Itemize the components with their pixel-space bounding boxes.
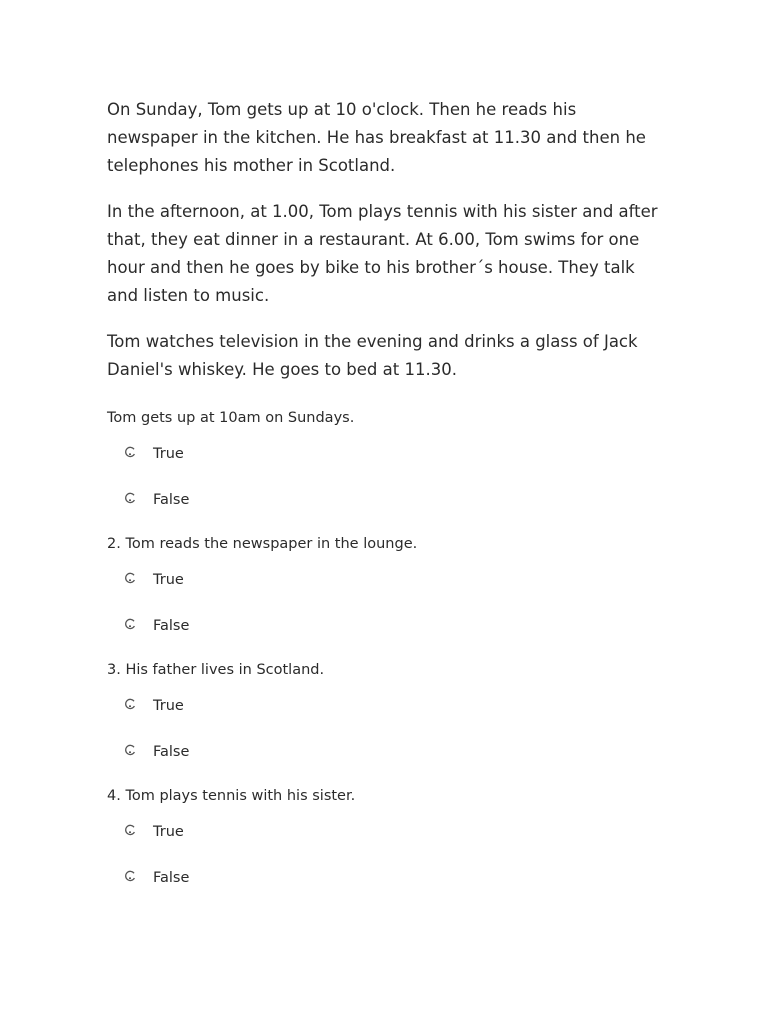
question-3 <box>107 660 707 780</box>
option-false[interactable] <box>107 860 707 906</box>
answer-options <box>107 688 707 780</box>
option-label: True <box>153 824 184 840</box>
question-text: 4. Tom plays tennis with his sister. <box>107 788 356 804</box>
radio-button-icon[interactable] <box>124 572 136 584</box>
question-1 <box>107 408 707 528</box>
radio-button-icon[interactable] <box>124 824 136 836</box>
radio-button-icon[interactable] <box>124 446 136 458</box>
question-4 <box>107 786 707 906</box>
option-true[interactable] <box>107 562 707 608</box>
passage-paragraph-2: In the afternoon, at 1.00, Tom plays tennis with his sister and after that, they eat dinner in a restaurant. At 6.00, Tom swims for one hour and then he goes by bike to his brother´s house. They talk and listen to music. <box>107 202 658 305</box>
option-false[interactable] <box>107 482 707 528</box>
answer-options <box>107 436 707 528</box>
option-true[interactable] <box>107 814 707 860</box>
answer-options <box>107 562 707 654</box>
passage-paragraph-1: On Sunday, Tom gets up at 10 o'clock. Then he reads his newspaper in the kitchen. He has breakfast at 11.30 and then he telephones his mother in Scotland. <box>107 100 646 175</box>
option-label: False <box>153 492 190 508</box>
option-label: True <box>153 572 184 588</box>
radio-button-icon[interactable] <box>124 698 136 710</box>
option-label: True <box>153 446 184 462</box>
question-text: 3. His father lives in Scotland. <box>107 662 325 678</box>
radio-button-icon[interactable] <box>124 492 136 504</box>
passage-paragraph-3: Tom watches television in the evening and drinks a glass of Jack Daniel's whiskey. He goes to bed at 11.30. <box>107 332 638 379</box>
question-2 <box>107 534 707 654</box>
option-false[interactable] <box>107 608 707 654</box>
option-label: False <box>153 870 190 886</box>
question-text: 2. Tom reads the newspaper in the lounge. <box>107 536 418 552</box>
option-label: True <box>153 698 184 714</box>
answer-options <box>107 814 707 906</box>
option-label: False <box>153 618 190 634</box>
option-label: False <box>153 744 190 760</box>
question-text: Tom gets up at 10am on Sundays. <box>107 410 355 426</box>
option-true[interactable] <box>107 436 707 482</box>
worksheet <box>107 96 707 912</box>
radio-button-icon[interactable] <box>124 744 136 756</box>
radio-button-icon[interactable] <box>124 618 136 630</box>
radio-button-icon[interactable] <box>124 870 136 882</box>
option-false[interactable] <box>107 734 707 780</box>
option-true[interactable] <box>107 688 707 734</box>
